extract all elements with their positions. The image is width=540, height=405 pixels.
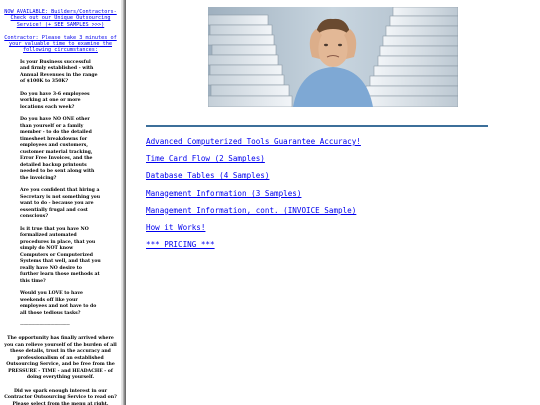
nav-link-pricing[interactable]: *** PRICING *** (146, 240, 215, 250)
question-employees: Do you have 3-6 employees working at one or more locations each week? (20, 91, 90, 110)
main-content (126, 0, 540, 405)
question-no-one-else: Do you have NO ONE other than yourself or a family member - to do the detailed timesheet breakdowns for employees and customers, customer material tracking, Error Free Invoices, and the detailed backup printouts needed to be sent along with the invoicing? (20, 117, 95, 181)
nav-link-time-card-flow[interactable]: Time Card Flow (2 Samples) (146, 154, 265, 164)
nav-menu (146, 137, 361, 257)
question-secretary: Are you confident that hiring a Secretary is not something you want to do - because you are essentially frugal and cost conscious? (20, 188, 101, 220)
outsourcing-promo-link[interactable]: NOW AVAILABLE: Builders/Contractors-Check out our Unique Outsourcing Service! (+ SEE SAMPLES >>>) (4, 9, 117, 28)
nav-link-management-invoice[interactable]: Management Information, cont. (INVOICE Sample) (146, 205, 357, 215)
contractor-examine-link[interactable]: Contractor: Please take 3 minutes of your valuable time to examine the following circumstances: (4, 34, 117, 54)
nav-link-how-it-works[interactable]: How it Works! (146, 222, 206, 232)
opportunity-paragraph: The opportunity has finally arrived where you can relieve yourself of the burden of all these details, trust in the accuracy and professionalism of an established Outsourcing Service, and be free from the PRESSURE - TIME - and HEADACHE - of doing everything yourself. (4, 336, 117, 381)
question-revenue: Is your Business successful and firmly established - with Annual Revenues in the range of $100K to 350K? (20, 59, 98, 85)
closing-paragraph: Did we spark enough interest in our Contractor Outsourcing Service to read on? Please select from the menu at right. (4, 388, 117, 405)
hero-image (208, 7, 458, 107)
nav-link-management-information[interactable]: Management Information (3 Samples) (146, 188, 302, 198)
sidebar-separator: ------------------------------------------- (20, 323, 70, 329)
horizontal-rule (146, 125, 488, 127)
nav-link-database-tables[interactable]: Database Tables (4 Samples) (146, 171, 270, 181)
nav-link-advanced-tools[interactable]: Advanced Computerized Tools Guarantee Accuracy! (146, 137, 361, 146)
left-sidebar (0, 0, 121, 405)
question-no-procedures: Is it true that you have NO formalized automated procedures in place, that you simply do NOT know Computers or Computerized Systems that well, and that you really have NO desire to further learn those methods at this time? (20, 226, 101, 284)
question-weekends: Would you LOVE to have weekends off like your employees and not have to do all those tedious tasks? (20, 291, 97, 316)
